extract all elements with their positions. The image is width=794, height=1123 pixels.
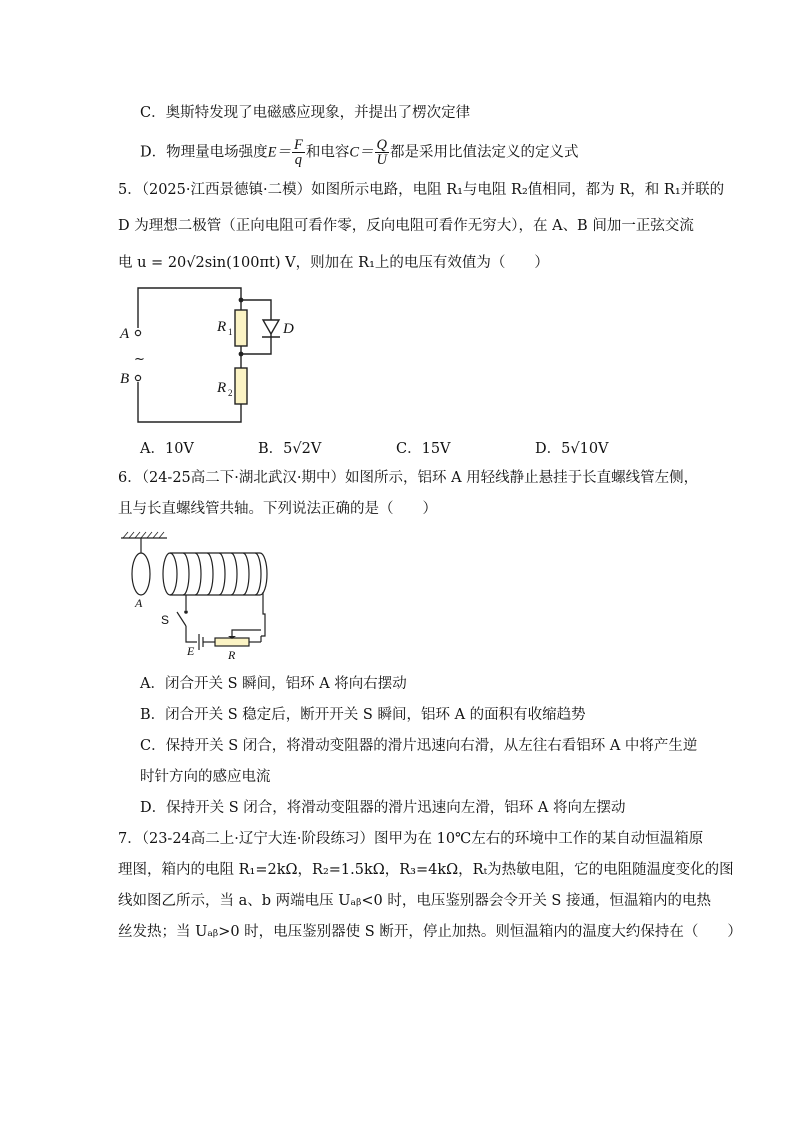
q5-circuit-diagram bbox=[115, 282, 315, 432]
q4-option-d-e: E＝ bbox=[267, 144, 291, 161]
q5-terminal-b bbox=[135, 375, 140, 380]
q4-fraction-q-u bbox=[375, 138, 389, 167]
q6-solenoid-end-left bbox=[163, 553, 177, 595]
q6-stem-line-2: 且与长直螺线管共轴。下列说法正确的是（ ） bbox=[118, 501, 437, 517]
q5-stem-line-3: 电 u = 20√2sin(100πt) V，则加在 R₁上的电压有效值为（ ） bbox=[118, 255, 549, 271]
q6-switch bbox=[177, 612, 186, 626]
q5-label-r1: R bbox=[217, 319, 227, 335]
q6-option-b: B．闭合开关 S 稳定后，断开开关 S 瞬间，铝环 A 的面积有收缩趋势 bbox=[140, 707, 586, 723]
q7-stem-line-3: 线如图乙所示，当 a、b 两端电压 Uₐᵦ<0 时，电压鉴别器会令开关 S 接通，恒温箱内的电热 bbox=[118, 893, 711, 909]
q5-stem-line-2: D 为理想二极管（正向电阻可看作零，反向电阻可看作无穷大），在 A、B 间加一正弦交流 bbox=[118, 218, 694, 234]
q6-option-c-line-1: C．保持开关 S 闭合，将滑动变阻器的滑片迅速向右滑，从左往右看铝环 A 中将产生逆 bbox=[140, 738, 698, 754]
q4-option-d bbox=[140, 138, 579, 167]
q6-label-s: S bbox=[161, 613, 170, 627]
q5-resistor-r1 bbox=[235, 310, 247, 346]
q7-stem-line-1: 7．（23-24高二上·辽宁大连·阶段练习）图甲为在 10℃左右的环境中工作的某自动恒温箱原 bbox=[118, 831, 704, 847]
q5-node-mid bbox=[239, 352, 244, 357]
q5-label-d: D bbox=[283, 321, 294, 337]
q6-slider bbox=[232, 630, 261, 638]
q6-stem-line-1: 6．（24-25高二下·湖北武汉·期中）如图所示，铝环 A 用轻线静止悬挂于长直螺线管左侧， bbox=[118, 470, 699, 486]
q5-option-a: A．10V bbox=[140, 441, 194, 457]
q6-option-a: A．闭合开关 S 瞬间，铝环 A 将向右摆动 bbox=[140, 676, 407, 692]
q5-label-r1-sub: 1 bbox=[228, 327, 233, 337]
q5-label-r2-sub: 2 bbox=[228, 388, 233, 398]
q6-label-r: R bbox=[228, 648, 236, 661]
q5-label-a: A bbox=[120, 326, 130, 342]
q5-diode bbox=[263, 320, 279, 334]
q4-fraction-U: U bbox=[376, 152, 387, 168]
q4-option-d-prefix: D．物理量电场强度 bbox=[140, 144, 268, 161]
q6-option-c-line-2: 时针方向的感应电流 bbox=[140, 769, 271, 785]
q4-option-d-suffix: 都是采用比值法定义的定义式 bbox=[390, 144, 579, 161]
q4-option-d-mid: 和电容 bbox=[305, 144, 350, 161]
q6-aluminum-ring bbox=[132, 553, 150, 595]
q5-option-c: C．15V bbox=[396, 441, 451, 457]
q6-option-d: D．保持开关 S 闭合，将滑动变阻器的滑片迅速向左滑，铝环 A 将向左摆动 bbox=[140, 800, 626, 816]
q5-option-d: D．5√10V bbox=[535, 441, 609, 457]
q7-stem-line-4: 丝发热；当 Uₐᵦ>0 时，电压鉴别器使 S 断开，停止加热。则恒温箱内的温度大约保持在（ ） bbox=[118, 924, 742, 940]
q5-stem-line-1: 5．（2025·江西景德镇·二模）如图所示电路，电阻 R₁与电阻 R₂值相同，都为 R，和 R₁并联的 bbox=[118, 182, 725, 198]
q6-coil-turns bbox=[183, 553, 261, 595]
q6-lead-right bbox=[261, 592, 265, 636]
q6-rheostat bbox=[215, 638, 249, 646]
q4-fraction-f-q bbox=[292, 138, 305, 167]
q5-label-r2: R bbox=[217, 380, 227, 396]
q4-fraction-q: q bbox=[294, 152, 303, 168]
q5-option-b: B．5√2V bbox=[258, 441, 322, 457]
q4-fraction-f: F bbox=[293, 137, 303, 153]
q5-terminal-a bbox=[135, 330, 140, 335]
q5-label-b: B bbox=[120, 371, 130, 387]
q6-solenoid-diagram bbox=[115, 526, 285, 661]
q5-ac-symbol: ~ bbox=[134, 352, 145, 367]
q4-option-c: C．奥斯特发现了电磁感应现象，并提出了楞次定律 bbox=[140, 105, 471, 121]
q7-stem-line-2: 理图，箱内的电阻 R₁=2kΩ，R₂=1.5kΩ，R₃=4kΩ，Rₜ为热敏电阻，它的电阻随温度变化的图 bbox=[118, 862, 734, 878]
q6-label-a: A bbox=[135, 596, 143, 610]
q5-resistor-r2 bbox=[235, 368, 247, 404]
q4-fraction-Q: Q bbox=[376, 137, 387, 153]
q6-label-e: E bbox=[187, 644, 195, 658]
q5-node-top bbox=[239, 298, 244, 303]
q4-option-d-c: C＝ bbox=[349, 144, 374, 161]
